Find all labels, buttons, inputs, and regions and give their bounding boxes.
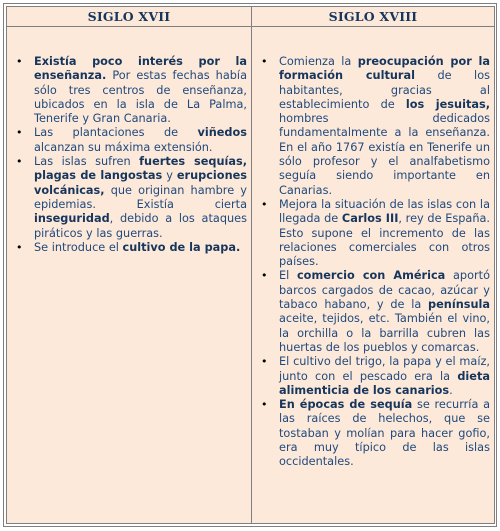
text: hombres dedicados fundamentalmente a la enseñanza. En el año 1767 existía en Tenerife un sólo profesor y el analfabetismo seguía siendo importante en Canarias.	[279, 112, 490, 197]
bold-text: preocupación por la formación cultural	[279, 55, 490, 83]
header-row	[7, 7, 495, 27]
bold-text: comercio con América	[296, 269, 446, 283]
text: y	[162, 169, 177, 183]
bullet-icon: •	[261, 355, 268, 369]
column-siglo-xviii	[252, 27, 495, 524]
bold-text: Carlos III	[341, 212, 399, 226]
text: aportó barcos cargados de cacao, azúcar y tabaco habano, y de la	[279, 269, 490, 312]
list-item	[261, 355, 490, 398]
list-item	[261, 197, 491, 269]
text: Mejora la situación de las islas con la llegada de	[279, 197, 490, 226]
comparison-table	[6, 6, 495, 524]
text: Comienza la	[279, 55, 358, 68]
list-item	[16, 55, 247, 126]
text: , debido a los ataques piráticos y las guerras.	[34, 212, 247, 240]
bold-text: viñedos	[197, 126, 247, 140]
list-item	[261, 398, 490, 469]
bullet-icon: •	[16, 240, 23, 254]
text: .	[449, 383, 453, 397]
bold-text: Existía poco interés por la enseñanza.	[34, 55, 247, 83]
header-siglo-xvii: SIGLO XVII	[7, 7, 252, 27]
bold-text: inseguridad	[34, 212, 110, 226]
text: , rey de España. Esto supone el incremento de las relaciones comerciales con otros países.	[279, 212, 491, 269]
bold-text: fuertes sequías, plagas de langostas	[34, 155, 247, 183]
list-siglo-xviii	[252, 27, 494, 470]
list-item	[16, 155, 247, 241]
text: Se introduce el	[34, 240, 123, 254]
bold-text: cultivo de la papa.	[122, 240, 241, 254]
bold-text: erupciones volcánicas,	[34, 169, 247, 197]
text: alcanzan su máxima extensión.	[34, 140, 213, 154]
bullet-icon: •	[16, 126, 23, 140]
text: se recurría a las raíces de helechos, que se tostaban y molían para hacer gofio, era muy típico de las islas occidentales.	[279, 398, 490, 469]
bold-text: dieta alimenticia de los canarios	[279, 369, 490, 397]
text: El	[279, 269, 297, 283]
content-row	[7, 27, 495, 524]
bullet-icon: •	[261, 197, 268, 211]
bullet-icon: •	[261, 55, 268, 68]
text: que originan hambre y epidemias. Existía cierta	[34, 183, 247, 211]
header-siglo-xviii: SIGLO XVIII	[252, 7, 495, 27]
list-item	[261, 55, 490, 198]
text: aceite, tejidos, etc. También el vino, la orchilla o la barrilla cubren las huertas de los pueblos y comarcas.	[279, 312, 490, 354]
bold-text: península	[428, 298, 490, 312]
list-item	[261, 269, 490, 355]
text: Por estas fechas había sólo tres centros de enseñanza, ubicados en la isla de La Palma, Tenerife y Gran Canaria.	[34, 69, 247, 126]
bullet-icon: •	[261, 398, 268, 412]
list-item	[16, 126, 247, 155]
text: El cultivo del trigo, la papa y el maíz, junto con el pescado era la	[279, 355, 490, 383]
text: Las islas sufren	[34, 155, 140, 169]
column-siglo-xvii	[7, 27, 252, 524]
bullet-icon: •	[261, 269, 268, 283]
bold-text: En épocas de sequía	[279, 398, 413, 412]
text: Las plantaciones de	[34, 126, 198, 140]
bullet-icon: •	[16, 155, 23, 169]
bullet-icon: •	[16, 55, 23, 68]
list-item	[16, 240, 247, 255]
list-siglo-xvii	[7, 27, 251, 255]
bold-text: los jesuitas,	[405, 97, 490, 111]
text: de los habitantes, gracias al establecimiento de	[279, 69, 490, 111]
